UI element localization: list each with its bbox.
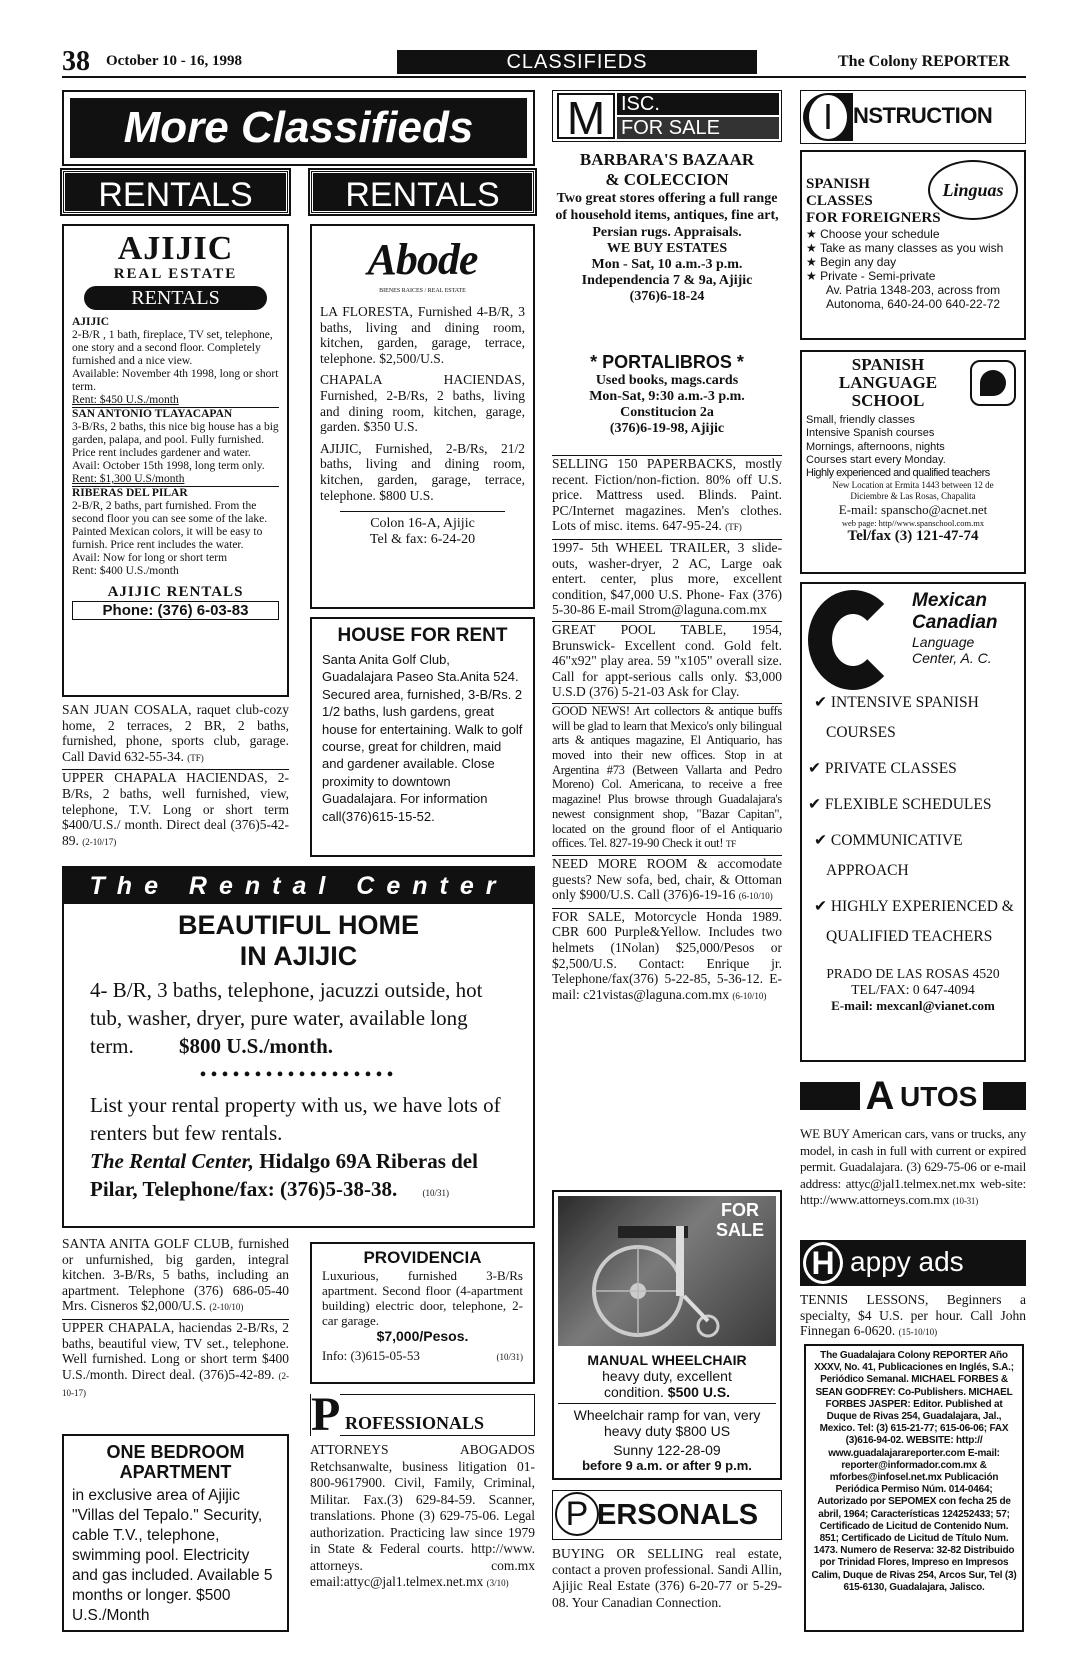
happy-ad: TENNIS LESSONS, Beginners a specialty, $4 U.S. per hour. Call John Finnegan 6-0620. (15-10/10) bbox=[800, 1292, 1026, 1339]
wheelchair-line: heavy duty, excellent bbox=[602, 1368, 732, 1384]
classified-ad: SAN JUAN COSALA, raquet club-cozy home, 2 terraces, 2 BR, 2 baths, furnished, phone, sports club, garage. Call David 632-55-34. (TF) bbox=[62, 702, 289, 764]
paper-name: The Colony REPORTER bbox=[838, 53, 1010, 70]
personals-header bbox=[552, 1490, 782, 1540]
more-classifieds-title: More Classifieds bbox=[70, 98, 527, 158]
lingua-item: ★ Begin any day bbox=[806, 255, 897, 269]
masthead-text: The Guadalajara Colony REPORTER Año XXXV, No. 41, Publicaciones en Inglés, S.A.; Periódico Semanal. MICHAEL FORBES & SEAN GODFREY: Co-Publishers. MICHAEL FORBES JASPER: Editor. Published at Duque de Rivas 254, Guadalajara, Jal., Mexico. Tel: (3) 615-21-77; 615-06-06; FAX (3)616-94-02. WEBSITE: http:// www.guadalajarareporter.com E-mail: reporter@informador.com.mx & mforbes@infosel.net.mx Publicación Periódica Permiso Núm. 014-0464; Autorizado por SEPOMEX con fecha 25 de abril, 1964; Características 124252433; 57; Certificado de Licitud de Contenido Num. 851; Certificado de Licitud de Título Num. 1473. Numero de Reserva: 32-82 Distribuido por Trinidad Flores, Impreso en Impresos Calim, Duque de Rivas 254, Arcos Sur, Tel (3) 615-6130, Guadalajara, Jalisco. bbox=[811, 1350, 1017, 1593]
wheelchair-ad bbox=[552, 1190, 782, 1480]
mexican-canadian-ad bbox=[800, 582, 1026, 1062]
abode-listing: AJIJIC, Furnished, 2-B/Rs, 21/2 baths, living and dining room, kitchen, garden, garage, terrace, telephone. $800 U.S. bbox=[320, 440, 525, 503]
barbaras-bazaar-ad bbox=[552, 150, 782, 305]
wheelchair-photo-label: SALE bbox=[715, 1220, 764, 1240]
listing-title: RIBERAS DEL PILAR bbox=[72, 486, 279, 500]
masthead-box bbox=[804, 1344, 1024, 1632]
mcl-items bbox=[808, 688, 1018, 952]
wheelchair-line: condition. $500 U.S. bbox=[603, 1384, 731, 1400]
issue-date: October 10 - 16, 1998 bbox=[106, 53, 242, 69]
header-rule bbox=[62, 76, 1026, 78]
section-banner: CLASSIFIEDS bbox=[397, 50, 757, 74]
classified-ad: SELLING 150 PAPERBACKS, mostly recent. Fiction/non-fiction. 80% off U.S. price. Mattress used. Blinds. Paint. PC/Internet magazines. Men's clothes. Lots of misc. items. 647-95-24. (TF) bbox=[552, 456, 782, 534]
wheelchair-ramp: Wheelchair ramp for van, very heavy duty $800 US bbox=[573, 1407, 761, 1439]
abode-listing: CHAPALA HACIENDAS, Furnished, 2-B/Rs, 2 baths, living and dining room, kitchen, garage, garden. $350 U.S. bbox=[320, 372, 525, 435]
professionals-letter: P bbox=[311, 1388, 341, 1441]
sls-loc: New Location at Ermita 1443 between 12 de Diciembre & Las Rosas, Chapalita bbox=[832, 480, 994, 502]
barbara-buy: WE BUY ESTATES bbox=[606, 241, 728, 256]
portalibros-line: Mon-Sat, 9:30 a.m.-3 p.m. bbox=[589, 389, 745, 404]
portalibros-line: (376)6-19-98, Ajijic bbox=[609, 421, 725, 436]
lingua-title: SPANISH bbox=[806, 176, 870, 192]
listing-rent: Rent: $450 U.S./month bbox=[72, 394, 179, 406]
listing-body: 2-B/R , 1 bath, fireplace, TV set, telephone, one story and a second floor. Completely furnished and a nice view. bbox=[72, 329, 273, 367]
wheelchair-photo-label: FOR bbox=[721, 1200, 759, 1220]
listing-avail: Avail: Now for long or short term bbox=[72, 552, 228, 564]
mcl-tel: TEL/FAX: 0 647-4094 bbox=[851, 982, 975, 997]
personals-letter: P bbox=[555, 1492, 599, 1536]
barbara-hours: Mon - Sat, 10 a.m.-3 p.m. bbox=[591, 257, 743, 272]
sls-items bbox=[806, 414, 1020, 480]
listing-avail: Available: November 4th 1998, long or short term. bbox=[72, 368, 279, 393]
rental-center-ad bbox=[62, 866, 535, 1228]
mcl-item: ✔ INTENSIVE SPANISH COURSES bbox=[814, 694, 979, 741]
listing-title: AJIJIC bbox=[72, 316, 110, 328]
misc-letter: M bbox=[557, 93, 615, 139]
sls-item: Mornings, afternoons, nights bbox=[806, 440, 945, 453]
wheelchair-time: before 9 a.m. or after 9 p.m. bbox=[582, 1458, 752, 1473]
lingua-item: ★ Choose your schedule bbox=[806, 227, 940, 241]
abode-listing: LA FLORESTA, Furnished 4-B/R, 3 baths, living and dining room, kitchen, garden, garage, terrace, telephone. $2,500/U.S. bbox=[320, 304, 525, 366]
barbara-phone: (376)6-18-24 bbox=[629, 289, 705, 304]
autos-header bbox=[800, 1072, 1026, 1120]
house-for-rent-title: HOUSE FOR RENT bbox=[337, 625, 508, 646]
mcl-logo-icon bbox=[808, 590, 898, 690]
sls-item: Courses start every Monday. bbox=[806, 453, 946, 466]
misc-header bbox=[552, 90, 782, 142]
listing-rent: Rent: $1,300 U.S/month bbox=[72, 473, 185, 485]
sls-tel: Tel/fax (3) 121-47-74 bbox=[847, 528, 979, 545]
mcl-name: Center, A. C. bbox=[912, 650, 992, 666]
abode-sub: BIENES RAICES / REAL ESTATE bbox=[379, 288, 466, 294]
barbara-addr: Independencia 7 & 9a, Ajijic bbox=[581, 273, 753, 288]
listing-rent: Rent: $400 U.S./month bbox=[72, 565, 179, 577]
rentals-header-right: RENTALS bbox=[310, 170, 535, 214]
classified-ad: 1997- 5th WHEEL TRAILER, 3 slide-outs, washer-dryer, 2 AC, Large oak entert. center, plus more, excellent condition, $47,000 U.S. Phone- Fax (376) 5-30-86 E-mail Strom@laguna.com.mx bbox=[552, 539, 782, 618]
misc-ads bbox=[552, 455, 782, 1007]
wheelchair-title: MANUAL WHEELCHAIR bbox=[587, 1352, 747, 1368]
happy-header bbox=[800, 1240, 1026, 1286]
abode-address: Colon 16-A, Ajijic bbox=[370, 516, 475, 532]
abode-ad bbox=[310, 224, 535, 609]
sls-title: SCHOOL bbox=[851, 391, 925, 410]
sls-title: LANGUAGE bbox=[838, 373, 938, 392]
abode-logo: Abode bbox=[367, 235, 478, 284]
listing-avail: Avail: October 15th 1998, long term only. bbox=[72, 460, 265, 472]
mcl-item: ✔ FLEXIBLE SCHEDULES bbox=[808, 796, 992, 813]
spanish-language-school-ad bbox=[800, 350, 1026, 574]
providencia-info: Info: (3)615-05-53 (10/31) bbox=[322, 1348, 523, 1363]
providencia-price: $7,000/Pesos. bbox=[376, 1328, 469, 1344]
classified-ad: FOR SALE, Motorcycle Honda 1989. CBR 600 Purple&Yellow. Includes two helmets (1Nolan) $25,000/Pesos or $2,500/U.S. Contact: Enrique jr. Telephone/fax(376) 5-22-85, 5-36-12. E-mail: c21vistas@laguna.com.mx (6-10/10) bbox=[552, 908, 782, 1002]
lingua-title: FOR FOREIGNERS bbox=[806, 210, 941, 226]
linguas-logo: Linguas bbox=[928, 160, 1018, 220]
professionals-ad: ATTORNEYS ABOGADOS Retchsanwalte, business litigation 01-800-9617900. Civil, Family, Criminal, Militar. Fax.(3) 629-84-59. Scanner, translations. Phone (3) 629-75-06. Legal authorization. Practicing law since 1979 in State & Federal courts. http://www. attorneys. com.mx email:attyc@jal1.telmex.net.mx (3/10) bbox=[310, 1442, 535, 1589]
classified-ad: SANTA ANITA GOLF CLUB, furnished or unfurnished, big garden, integral kitchen. 3-B/Rs, 5 baths, including an apartment. Telephone (376) 686-05-40 Mrs. Cisneros $2,000/U.S. (2-10/10) bbox=[62, 1236, 289, 1314]
portalibros-ad bbox=[552, 352, 782, 437]
wheelchair-photo bbox=[558, 1196, 776, 1346]
ajijic-footer-phone: Phone: (376) 6-03-83 bbox=[72, 601, 279, 620]
mcl-addr: PRADO DE LAS ROSAS 4520 bbox=[826, 966, 1000, 981]
instruction-rest: NSTRUCTION bbox=[853, 103, 993, 128]
barbara-body: Two great stores offering a full range of household items, antiques, fine art, Persian rugs. Appraisals. bbox=[555, 191, 779, 240]
happy-letter: H bbox=[803, 1242, 843, 1284]
sls-item: Small, friendly classes bbox=[806, 414, 915, 426]
providencia-ad bbox=[310, 1242, 535, 1384]
mcl-name: Language bbox=[912, 634, 975, 650]
autos-ad: WE BUY American cars, vans or trucks, any model, in cash in full with current or expired permit. Guadalajara. (3) 629-75-06 or e-mail address: attyc@jal1.telmex.net.mx web-site: http://www.attorneys.com.mx (10-31) bbox=[800, 1126, 1026, 1207]
misc-line2: FOR SALE bbox=[617, 117, 779, 139]
listing-title: SAN ANTONIO TLAYACAPAN bbox=[72, 407, 279, 421]
rental-center-headline: BEAUTIFUL HOME bbox=[178, 910, 419, 940]
house-for-rent-ad bbox=[310, 617, 535, 857]
abode-phone: Tel & fax: 6-24-20 bbox=[369, 532, 476, 548]
instruction-header bbox=[800, 90, 1026, 144]
ajijic-real-estate-ad bbox=[62, 224, 289, 697]
autos-rest: UTOS bbox=[900, 1082, 983, 1110]
providencia-title: PROVIDENCIA bbox=[363, 1248, 482, 1267]
one-bedroom-title: ONE BEDROOM APARTMENT bbox=[106, 1442, 245, 1482]
happy-rest: appy ads bbox=[850, 1246, 964, 1277]
lingua-title: CLASSES bbox=[806, 193, 873, 209]
spanish-classes-ad bbox=[800, 150, 1026, 340]
listing-body: 2-B/R, 2 baths, part furnished. From the second floor you can see some of the lake. Painted Mexican colors, it will be easy to furnish. Price rent includes the water. bbox=[72, 500, 268, 551]
wheelchair-contact: Sunny 122-28-09 bbox=[613, 1442, 721, 1458]
sls-web: web page: http//www.spanschool.com.mx bbox=[841, 518, 985, 529]
personals-ad: BUYING OR SELLING real estate, contact a proven professional. Sandi Allin, Ajijic Real Estate (376) 6-20-77 or 5-29-08. Your Canadian Connection. bbox=[552, 1546, 782, 1610]
rental-center-details: 4- B/R, 3 baths, telephone, jacuzzi outside, hot tub, washer, dryer, pure water, available long term. $800 U.S./month. bbox=[90, 978, 483, 1058]
more-classifieds-box bbox=[62, 90, 535, 166]
ajijic-logo-sub: REAL ESTATE bbox=[113, 266, 238, 282]
lingua-item: ★ Private - Semi-private bbox=[806, 269, 936, 283]
ajijic-listing bbox=[72, 316, 279, 578]
one-bedroom-ad bbox=[62, 1434, 289, 1632]
mcl-item: ✔ COMMUNICATIVE APPROACH bbox=[814, 832, 963, 879]
barbara-title: BARBARA'S BAZAAR bbox=[579, 150, 755, 169]
mcl-name: Canadian bbox=[912, 612, 998, 633]
ajijic-logo: AJIJIC bbox=[117, 230, 234, 267]
rentals-header-left: RENTALS bbox=[62, 170, 289, 214]
ajijic-footer-name: AJIJIC RENTALS bbox=[107, 584, 244, 600]
portalibros-line: Constitucion 2a bbox=[620, 405, 714, 420]
personals-rest: ERSONALS bbox=[597, 1499, 759, 1531]
misc-line1: ISC. bbox=[617, 93, 779, 115]
providencia-body: Luxurious, furnished 3-B/Rs apartment. Second floor (4-apartment building) electric door, telephone, 2-car garage. bbox=[322, 1268, 523, 1328]
page-number: 38 bbox=[62, 46, 90, 77]
barbara-title: & COLECCION bbox=[605, 170, 729, 189]
classified-ad: UPPER CHAPALA HACIENDAS, 2-B/Rs, 2 baths, well furnished, view, telephone, T.V. Long or short term $400/U.S./ month. Direct deal (376)5-42-89. (2-10/17) bbox=[62, 770, 289, 848]
classified-ad: GREAT POOL TABLE, 1954, Brunswick- Excellent cond. Gold felt. 46"x92" play area. 59 "x105" overall size. Call for appt-serious calls only. $3,000 U.S.D (376) 5-21-03 Ask for Clay. bbox=[552, 621, 782, 700]
portalibros-line: Used books, mags.cards bbox=[595, 373, 739, 388]
instruction-letter-text: I bbox=[809, 95, 847, 139]
mcl-item: ✔ HIGHLY EXPERIENCED & QUALIFIED TEACHERS bbox=[814, 898, 1014, 945]
sls-email: E-mail: spanscho@acnet.net bbox=[838, 502, 988, 518]
house-for-rent-body: Santa Anita Golf Club, Guadalajara Paseo Sta.Anita 524. Secured area, furnished, 3-B/Rs. 2 1/2 baths, lush gardens, great house for entertaining. Walk to golf course, great for children, maid and gardener available. Close proximity to downtown Guadalajara. For information call(376)615-15-52. bbox=[322, 652, 523, 824]
sls-title: SPANISH bbox=[851, 355, 925, 374]
rental-center-dots: •••••••••••••••••• bbox=[199, 1064, 398, 1086]
lingua-addr: Av. Patria 1348-203, across from Autonoma, 640-24-00 640-22-72 bbox=[825, 283, 1001, 311]
rental-center-banner: The Rental Center bbox=[64, 868, 533, 904]
left-ads bbox=[62, 702, 289, 853]
one-bedroom-body: in exclusive area of Ajijic "Villas del Tepalo." Security, cable T.V., telephone, swimming pool. Electricity and gas included. Available 5 months or longer. $500 U.S./Month bbox=[72, 1487, 273, 1624]
sls-item: Intensive Spanish courses bbox=[806, 427, 935, 440]
mcl-item: ✔ PRIVATE CLASSES bbox=[808, 760, 957, 777]
mcl-name: Mexican bbox=[912, 590, 987, 611]
portalibros-title: * PORTALIBROS * bbox=[590, 352, 744, 372]
mcl-email: E-mail: mexcanl@vianet.com bbox=[831, 998, 995, 1013]
sls-item: Highly experienced and qualified teachers bbox=[806, 467, 990, 480]
ajijic-logo-rentals: RENTALS bbox=[84, 286, 267, 310]
autos-letter: A bbox=[860, 1072, 900, 1120]
professionals-rest: ROFESSIONALS bbox=[345, 1413, 485, 1433]
rental-center-list: List your rental property with us, we have lots of renters but few rentals. The Rental Center, Hidalgo 69A Riberas del Pilar, Telephone/fax: (376)5-38-38. (10/31) bbox=[90, 1093, 501, 1201]
left-ads-2 bbox=[62, 1236, 289, 1405]
classified-ad: NEED MORE ROOM & accomodate guests? New sofa, bed, chair, & Ottoman only $900/U.S. Call (376)6-19-16 (6-10/10) bbox=[552, 855, 782, 903]
lingua-item: ★ Take as many classes as you wish bbox=[806, 241, 1004, 255]
listing-body: 3-B/Rs, 2 baths, this nice big house has a big garden, palapa, and pool. Fully furnished. Price rent includes gardener and water. bbox=[72, 421, 279, 459]
classified-ad: UPPER CHAPALA, haciendas 2-B/Rs, 2 baths, beautiful view, TV set., telephone. Well furnished. Long or short term $400 U.S./month. Direct deal. (376)5-42-89. (2-10-17) bbox=[62, 1319, 289, 1399]
sls-logo-icon bbox=[970, 360, 1016, 406]
professionals-header bbox=[310, 1388, 535, 1441]
classified-ad: GOOD NEWS! Art collectors & antique buffs will be glad to learn that Mexico's only bilingual arts & antiques magazine, El Antiquario, has moved into their new offices. Stop in at Argentina #73 (Between Vallarta and Pedro Moreno) Col. Americana, to receive a free magazine! Plus browse through Guadalajara's newest consignment shop, "Bazar Capitan", located on the ground floor of el Antiquario offices. Tel. 827-19-90 Check it out! TF bbox=[552, 703, 782, 851]
rental-center-headline: IN AJIJIC bbox=[239, 941, 358, 971]
